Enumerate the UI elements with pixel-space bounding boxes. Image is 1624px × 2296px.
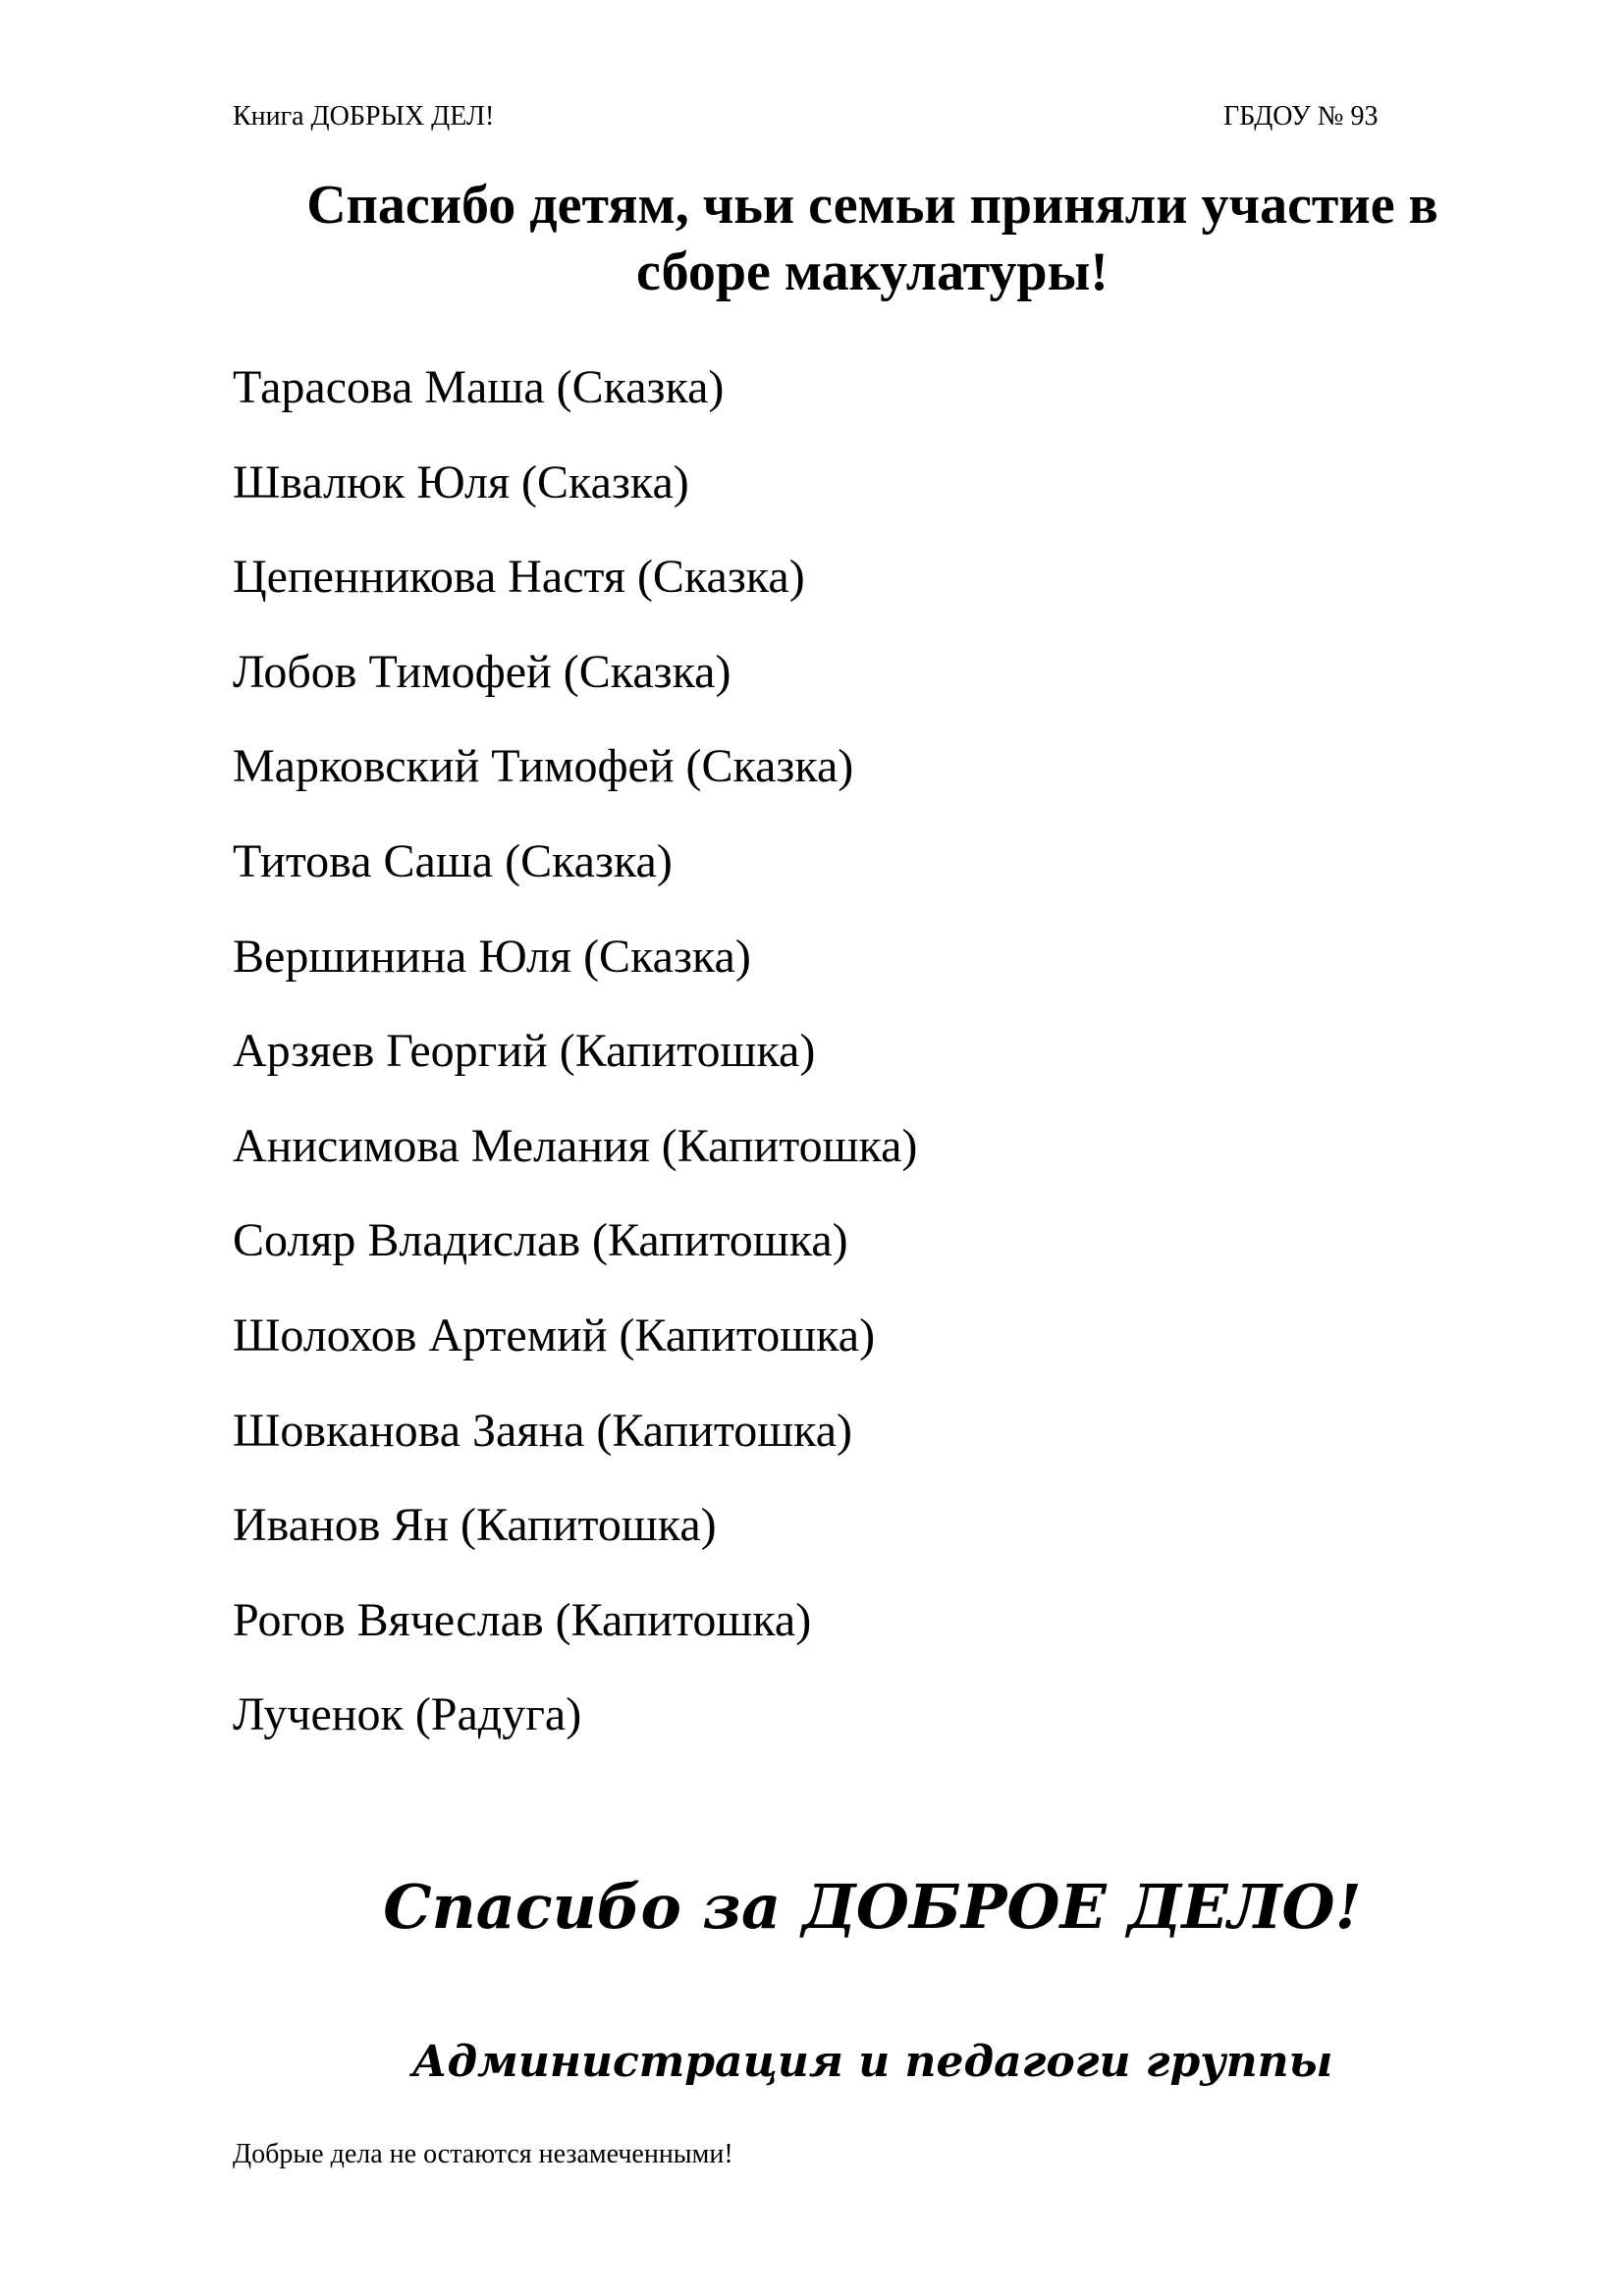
page-title-line-2: сборе макулатуры! [636, 241, 1109, 302]
list-item: Швалюк Юля (Сказка) [233, 455, 689, 508]
footer-note: Добрые дела не остаются незамеченными! [233, 2139, 733, 2169]
page-title-line-1: Спасибо детям, чьи семьи приняли участие в [306, 175, 1438, 236]
list-item: Марковский Тимофей (Сказка) [233, 740, 854, 793]
list-item: Рогов Вячеслав (Капитошка) [233, 1593, 812, 1646]
header-book-title: Книга ДОБРЫХ ДЕЛ! [233, 101, 495, 132]
names-list [233, 360, 917, 1783]
header-institution: ГБДОУ № 93 [1223, 101, 1379, 132]
list-item: Соляр Владислав (Капитошка) [233, 1214, 848, 1267]
thanks-heading: Спасибо за ДОБРОЕ ДЕЛО! [383, 1871, 1362, 1943]
page-title [233, 172, 1512, 305]
list-item: Лобов Тимофей (Сказка) [233, 645, 731, 698]
list-item: Тарасова Маша (Сказка) [233, 361, 725, 413]
list-item: Шолохов Артемий (Капитошка) [233, 1308, 876, 1362]
list-item: Анисимова Мелания (Капитошка) [233, 1119, 918, 1172]
list-item: Титова Саша (Сказка) [233, 834, 673, 887]
list-item: Арзяев Георгий (Капитошка) [233, 1025, 816, 1078]
list-item: Иванов Ян (Капитошка) [233, 1499, 717, 1552]
signature-line: Администрация и педагоги группы [411, 2037, 1333, 2087]
list-item: Цепенникова Настя (Сказка) [233, 551, 805, 604]
list-item: Вершинина Юля (Сказка) [233, 930, 751, 983]
list-item: Шовканова Заяна (Капитошка) [233, 1404, 853, 1457]
list-item: Лученок (Радуга) [233, 1688, 582, 1741]
